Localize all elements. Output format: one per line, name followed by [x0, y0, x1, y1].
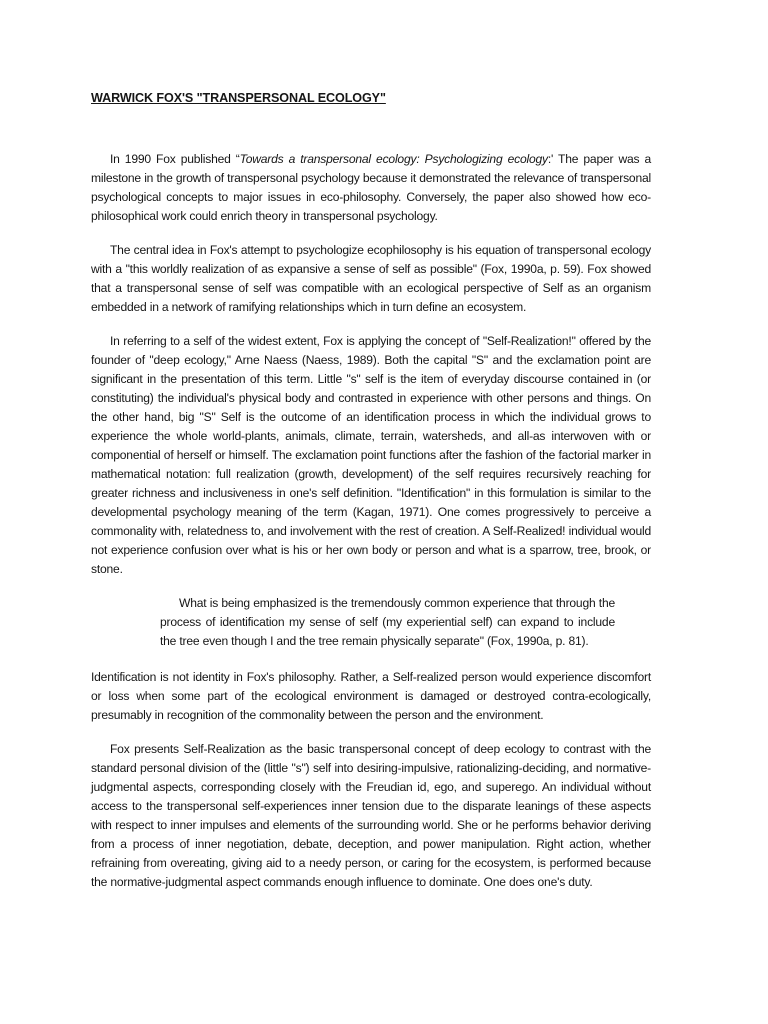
document-title: WARWICK FOX'S "TRANSPERSONAL ECOLOGY" — [91, 91, 386, 105]
paragraph-2: The central idea in Fox's attempt to psychologize ecophilosophy is his equation of transpersonal ecology with a "this worldly realization of as expansive a sense of self as possible" (Fox, 1990a, p. 59). Fox showed that a transpersonal sense of self was compatible with an ecological perspective of Self as an organism embedded in a network of ramifying relationships which in turn define an ecosystem. — [91, 243, 651, 314]
block-quote: What is being emphasized is the tremendously common experience that through the process of identification my sense of self (my experiential self) can expand to include the tree even though I and the tree remain physically separate" (Fox, 1990a, p. 81). — [160, 596, 615, 648]
paragraph-1-rest: :' The paper was a milestone in the growth of transpersonal psychology because it demonstrated the relevance of transpersonal psychological concepts to major issues in eco-philosophy. Conversely, the paper also showed how eco-philosophical work could enrich theory in transpersonal psychology. — [91, 152, 651, 223]
paragraph-5: Fox presents Self-Realization as the basic transpersonal concept of deep ecology to contrast with the standard personal division of the (little "s") self into desiring-impulsive, rationalizing-deciding, and normative-judgmental aspects, corresponding closely with the Freudian id, ego, and superego. An individual without access to the transpersonal self-experiences inner tension due to the disparate leanings of these aspects with respect to inner impulses and elements of the surrounding world. She or he performs behavior deriving from a process of inner negotiation, debate, deception, and power manipulation. Right action, whether refraining from overeating, giving aid to a needy person, or caring for the ecosystem, is performed because the normative-judgmental aspect commands enough influence to dominate. One does one's duty. — [91, 742, 651, 889]
paragraph-1 — [91, 150, 651, 226]
document-body — [91, 150, 651, 907]
paragraph-4: Identification is not identity in Fox's philosophy. Rather, a Self-realized person would experience discomfort or loss when some part of the ecological environment is damaged or destroyed contra-ecologically, presumably in recognition of the commonality between the person and the environment. — [91, 670, 651, 722]
paragraph-3: In referring to a self of the widest extent, Fox is applying the concept of "Self-Realization!" offered by the founder of "deep ecology," Arne Naess (Naess, 1989). Both the capital "S" and the exclamation point are significant in the presentation of this term. Little "s" self is the item of everyday discourse contained in (or constituting) the individual's physical body and contrasted in experience with other persons and things. On the other hand, big "S" Self is the outcome of an identification process in which the individual grows to experience the whole world-plants, animals, climate, terrain, watersheds, and all-as interwoven with or componential of herself or himself. The exclamation point functions after the fashion of the factorial marker in mathematical notation: full realization (growth, development) of the self requires recursively reaching for greater richness and inclusiveness in one's self definition. "Identification" in this formulation is similar to the developmental psychology meaning of the term (Kagan, 1971). One comes progressively to perceive a commonality with, relatedness to, and involvement with the rest of creation. A Self-Realized! individual would not experience confusion over what is his or her own body or person and what is a sparrow, tree, brook, or stone. — [91, 334, 651, 576]
paragraph-1-lead: In 1990 Fox published “ — [110, 152, 240, 166]
paper-title-italic: Towards a transpersonal ecology: Psychologizing ecology — [239, 152, 548, 166]
